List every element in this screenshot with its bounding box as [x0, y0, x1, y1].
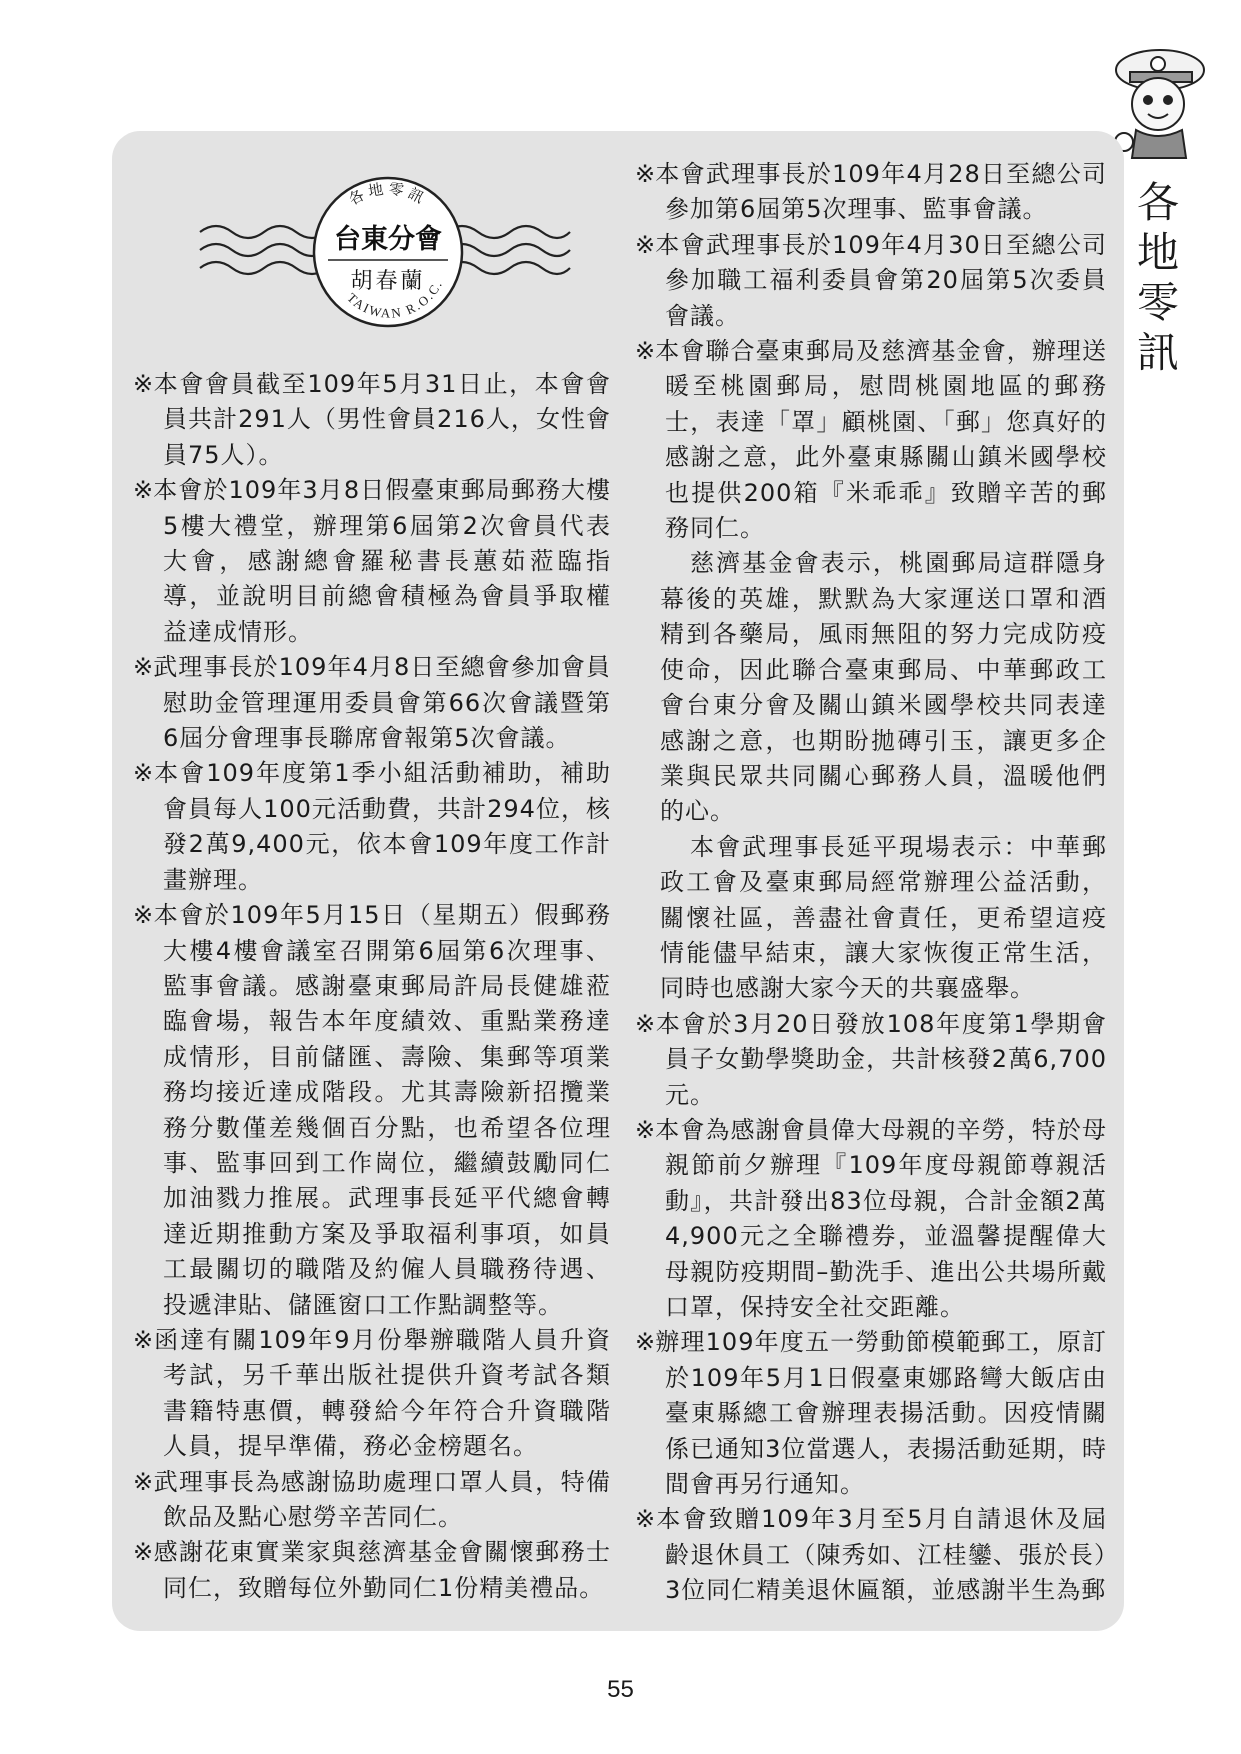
news-item-text: 感謝花東實業家與慈濟基金會關懷郵務士同仁，致贈每位外勤同仁1份精美禮品。	[153, 1538, 612, 1602]
news-item-text: 本會武理事長於109年4月30日至總公司參加職工福利委員會第20屆第5次委員會議。	[655, 230, 1108, 330]
news-item-text: 本會致贈109年3月至5月自請退休及屆齡退休員工（陳秀如、江桂鑾、張於長）3位同仁精美退休匾額，並感謝半生為郵	[656, 1505, 1107, 1605]
side-title-char: 地	[1136, 228, 1179, 277]
news-item-text: 本會聯合臺東郵局及慈濟基金會，辦理送暖至桃園郵局，慰問桃園地區的郵務士，表達「罩」顧桃園、「郵」您真好的感謝之意，此外臺東縣關山鎮米國學校也提供200箱『米乖乖』致贈辛苦的郵務同仁。	[655, 337, 1108, 543]
news-item	[635, 157, 1107, 228]
body-paragraph: 本會武理事長延平現場表示：中華郵政工會及臺東郵局經常辦理公益活動，關懷社區，善盡社會責任，更希望這疫情能儘早結束，讓大家恢復正常生活，同時也感謝大家今天的共襄盛舉。	[660, 832, 1107, 1003]
reference-mark: ※	[635, 337, 656, 366]
news-item	[635, 228, 1107, 334]
news-item-text: 武理事長於109年4月8日至總會參加會員慰助金管理運用委員會第66次會議暨第6屆分會理事長聯席會報第5次會議。	[153, 653, 611, 753]
side-section-title	[1128, 178, 1188, 378]
news-item-text: 本會於3月20日發放108年度第1學期會員子女勤學獎助金，共計核發2萬6,700元。	[655, 1009, 1107, 1109]
stamp-bottom-text: TAIWAN R.O.C.	[344, 277, 446, 321]
news-item	[133, 756, 611, 898]
body-paragraph: 慈濟基金會表示，桃園郵局這群隱身幕後的英雄，默默為大家運送口罩和酒精到各藥局，風雨無阻的努力完成防疫使命，因此聯合臺東郵局、中華郵政工會台東分會及關山鎮米國學校共同表達感謝之意，也期盼拋磚引玉，讓更多企業與民眾共同關心郵務人員，溫暖他們的心。	[660, 549, 1107, 826]
reference-mark: ※	[133, 476, 154, 505]
news-item-text: 本會於109年3月8日假臺東郵局郵務大樓5樓大禮堂，辦理第6屆第2次會員代表大會，感謝總會羅秘書長蕙茹蒞臨指導，並說明目前總會積極為會員爭取權益達成情形。	[153, 476, 611, 646]
news-item-text: 函達有關109年9月份舉辦職階人員升資考試，另千華出版社提供升資考試各類書籍特惠價，轉發給今年符合升資職階人員，提早準備，務必金榜題名。	[154, 1325, 612, 1461]
reference-mark: ※	[635, 1115, 656, 1144]
news-item	[133, 367, 611, 473]
reference-mark: ※	[635, 1328, 656, 1357]
news-item-text: 本會會員截至109年5月31日止，本會會員共計291人（男性會員216人，女性會員75人）。	[153, 370, 611, 469]
stamp-author: 胡春蘭	[350, 269, 426, 294]
left-column	[133, 367, 611, 1606]
stamp-top-text: 各地零訊	[345, 179, 431, 209]
reference-mark: ※	[635, 230, 656, 259]
reference-mark: ※	[133, 653, 154, 682]
mascot-illustration	[1108, 46, 1208, 161]
news-item	[133, 898, 611, 1323]
news-item	[133, 1465, 611, 1536]
news-item-text: 辦理109年度五一勞動節模範郵工，原訂於109年5月1日假臺東娜路彎大飯店由臺東縣總工會辦理表揚活動。因疫情關係已通知3位當選人，表揚活動延期，時間會再另行通知。	[655, 1328, 1108, 1499]
reference-mark: ※	[133, 370, 154, 398]
news-item	[635, 1007, 1107, 1113]
news-item	[133, 650, 611, 756]
right-column	[635, 157, 1107, 1609]
reference-mark: ※	[635, 1009, 656, 1038]
news-item-text: 武理事長為感謝協助處理口罩人員，特備飲品及點心慰勞辛苦同仁。	[153, 1467, 612, 1531]
news-item	[635, 1113, 1107, 1325]
reference-mark: ※	[133, 759, 155, 788]
news-item-text: 本會109年度第1季小組活動補助，補助會員每人100元活動費，共計294位，核發2萬9,400元，依本會109年度工作計畫辦理。	[154, 759, 612, 894]
page-number: 55	[607, 1676, 634, 1703]
stamp-title: 台東分會	[334, 224, 442, 255]
news-item	[133, 473, 611, 650]
news-item	[133, 1535, 611, 1606]
reference-mark: ※	[635, 160, 656, 188]
reference-mark: ※	[133, 1467, 154, 1496]
reference-mark: ※	[133, 1538, 154, 1567]
news-item-text: 本會於109年5月15日（星期五）假郵務大樓4樓會議室召開第6屆第6次理事、監事會議。感謝臺東郵局許局長健雄蒞臨會場，報告本年度績效、重點業務達成情形，目前儲匯、壽險、集郵等項業務均接近達成階段。尤其壽險新招攬業務分數僅差幾個百分點，也希望各位理事、監事回到工作崗位，繼續鼓勵同仁加油戮力推展。武理事長延平代總會轉達近期推動方案及爭取福利事項，如員工最關切的職階及約僱人員職務待遇、投遞津貼、儲匯窗口工作點調整等。	[153, 901, 611, 1319]
news-item	[635, 1325, 1107, 1502]
news-item	[133, 1323, 611, 1465]
side-title-char: 訊	[1136, 328, 1179, 377]
postmark-stamp	[200, 160, 570, 340]
news-item-text: 本會為感謝會員偉大母親的辛勞，特於母親節前夕辦理『109年度母親節尊親活動』，共計發出83位母親，合計金額2萬4,900元之全聯禮券，並溫馨提醒偉大母親防疫期間–勤洗手、進出公共場所戴口罩，保持安全社交距離。	[655, 1115, 1108, 1321]
reference-mark: ※	[133, 1325, 155, 1354]
reference-mark: ※	[133, 901, 154, 930]
reference-mark: ※	[635, 1505, 657, 1534]
news-item-text: 本會武理事長於109年4月28日至總公司參加第6屆第5次理事、監事會議。	[655, 160, 1108, 224]
side-title-char: 各	[1136, 178, 1179, 227]
news-item	[635, 1502, 1107, 1608]
side-title-char: 零	[1136, 278, 1179, 327]
news-item	[635, 334, 1107, 546]
